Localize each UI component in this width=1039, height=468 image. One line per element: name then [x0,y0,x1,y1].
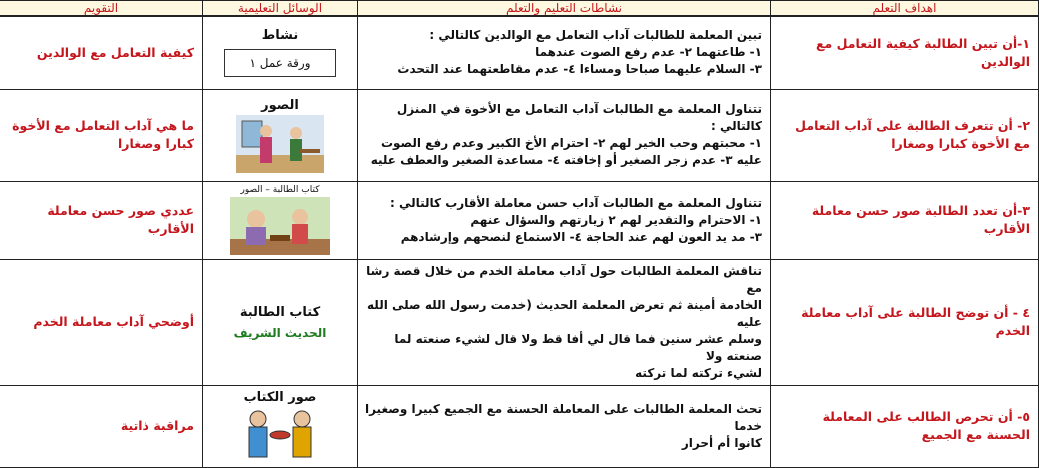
objective-cell: ١-أن تبين الطالبة كيفية التعامل مع الوالدين [771,16,1039,89]
tool-cell [203,259,358,385]
header-row [0,1,1039,17]
table-row [0,89,1039,181]
activity-line: تحث المعلمة الطالبات على المعاملة الحسنة مع الجميع كبيرا وصغيرا خدما [364,401,762,433]
activity-line: كانوا أم أحرار [681,435,762,450]
evaluation-cell: أوضحي آداب معاملة الخدم [0,259,203,385]
tool-title: كتاب الطالبة [239,304,321,320]
tool-cell [203,385,358,467]
activity-line: تناقش المعلمة الطالبات حول آداب معاملة الخدم من خلال قصة رشا مع [366,263,762,295]
table-row [0,181,1039,259]
evaluation-cell: مراقبة ذاتية [0,385,203,467]
header-evaluation: التقويم [0,1,203,17]
activity-line: تبين المعلمة للطالبات آداب التعامل مع الوالدين كالتالي : [429,28,762,43]
evaluation-cell: ما هي آداب التعامل مع الأخوة كبارا وصغارا [0,89,203,181]
tool-title: الصور [261,97,299,113]
tool-title: نشاط [261,28,299,44]
evaluation-cell: عددي صور حسن معاملة الأقارب [0,181,203,259]
objective-cell: ٥- أن تحرص الطالب على المعاملة الحسنة مع الجميع [771,385,1039,467]
tool-title: صور الكتاب [243,389,317,405]
worksheet-box: ورقة عمل ١ [224,49,336,77]
tool-cell [203,181,358,259]
header-activities: نشاطات التعليم والتعلم [358,1,771,17]
relatives-illustration [230,197,330,255]
table-row [0,16,1039,89]
activity-cell [358,259,771,385]
activity-line: الخادمة أمينة ثم تعرض المعلمة الحديث (خدمت رسول الله صلى الله عليه [367,297,762,329]
header-objectives: اهداف التعلم [771,1,1039,17]
tool-cell [203,89,358,181]
activity-line: ١- محبتهم وحب الخير لهم ٢- احترام الأخ الكبير وعدم رفع الصوت [380,136,762,150]
objective-cell: ٤ - أن توضح الطالبة على آداب معاملة الخدم [771,259,1039,385]
objective-cell: ٢- أن تتعرف الطالبة على آداب التعامل مع الأخوة كبارا وصغارا [771,89,1039,181]
activity-cell [358,385,771,467]
tool-caption: كتاب الطالبة – الصور [240,185,320,195]
hadith-label: الحديث الشريف [233,325,327,340]
serving-illustration [236,407,324,463]
activity-line: عليه ٣- عدم زجر الصغير أو إخافته ٤- مساعدة الصغير والعطف عليه [370,153,762,167]
table-row [0,385,1039,467]
activity-cell [358,16,771,89]
evaluation-cell: كيفية التعامل مع الوالدين [0,16,203,89]
tool-cell [203,16,358,89]
activity-line: ١- طاعتهما ٢- عدم رفع الصوت عندهما [535,45,762,60]
activity-line: ٣- مد يد العون لهم عند الحاجة ٤- الاستماع لنصحهم وإرشادهم [400,229,762,244]
objective-cell: ٣-أن تعدد الطالبة صور حسن معاملة الأقارب [771,181,1039,259]
activity-line: ٣- السلام عليهما صباحا ومساءا ٤- عدم مقاطعتهما عند التحدث [397,62,762,77]
activity-cell [358,89,771,181]
activity-line: لشيء تركته لما تركته [635,365,762,380]
table-row [0,259,1039,385]
activity-line: تتناول المعلمة مع الطالبات آداب حسن معاملة الأقارب كالتالي : [390,195,762,210]
activity-line: ١- الاحترام والتقدير لهم ٢ زيارتهم والسؤال عنهم [470,212,762,227]
activity-cell [358,181,771,259]
activity-line: تتناول المعلمة مع الطالبات آداب التعامل مع الأخوة في المنزل كالتالي : [396,102,762,133]
family-illustration [236,115,324,173]
header-tools: الوسائل التعليمية [203,1,358,17]
activity-line: وسلم عشر سنين فما قال لي أفا قط ولا قال لشيء صنعته لما صنعته ولا [394,331,762,363]
